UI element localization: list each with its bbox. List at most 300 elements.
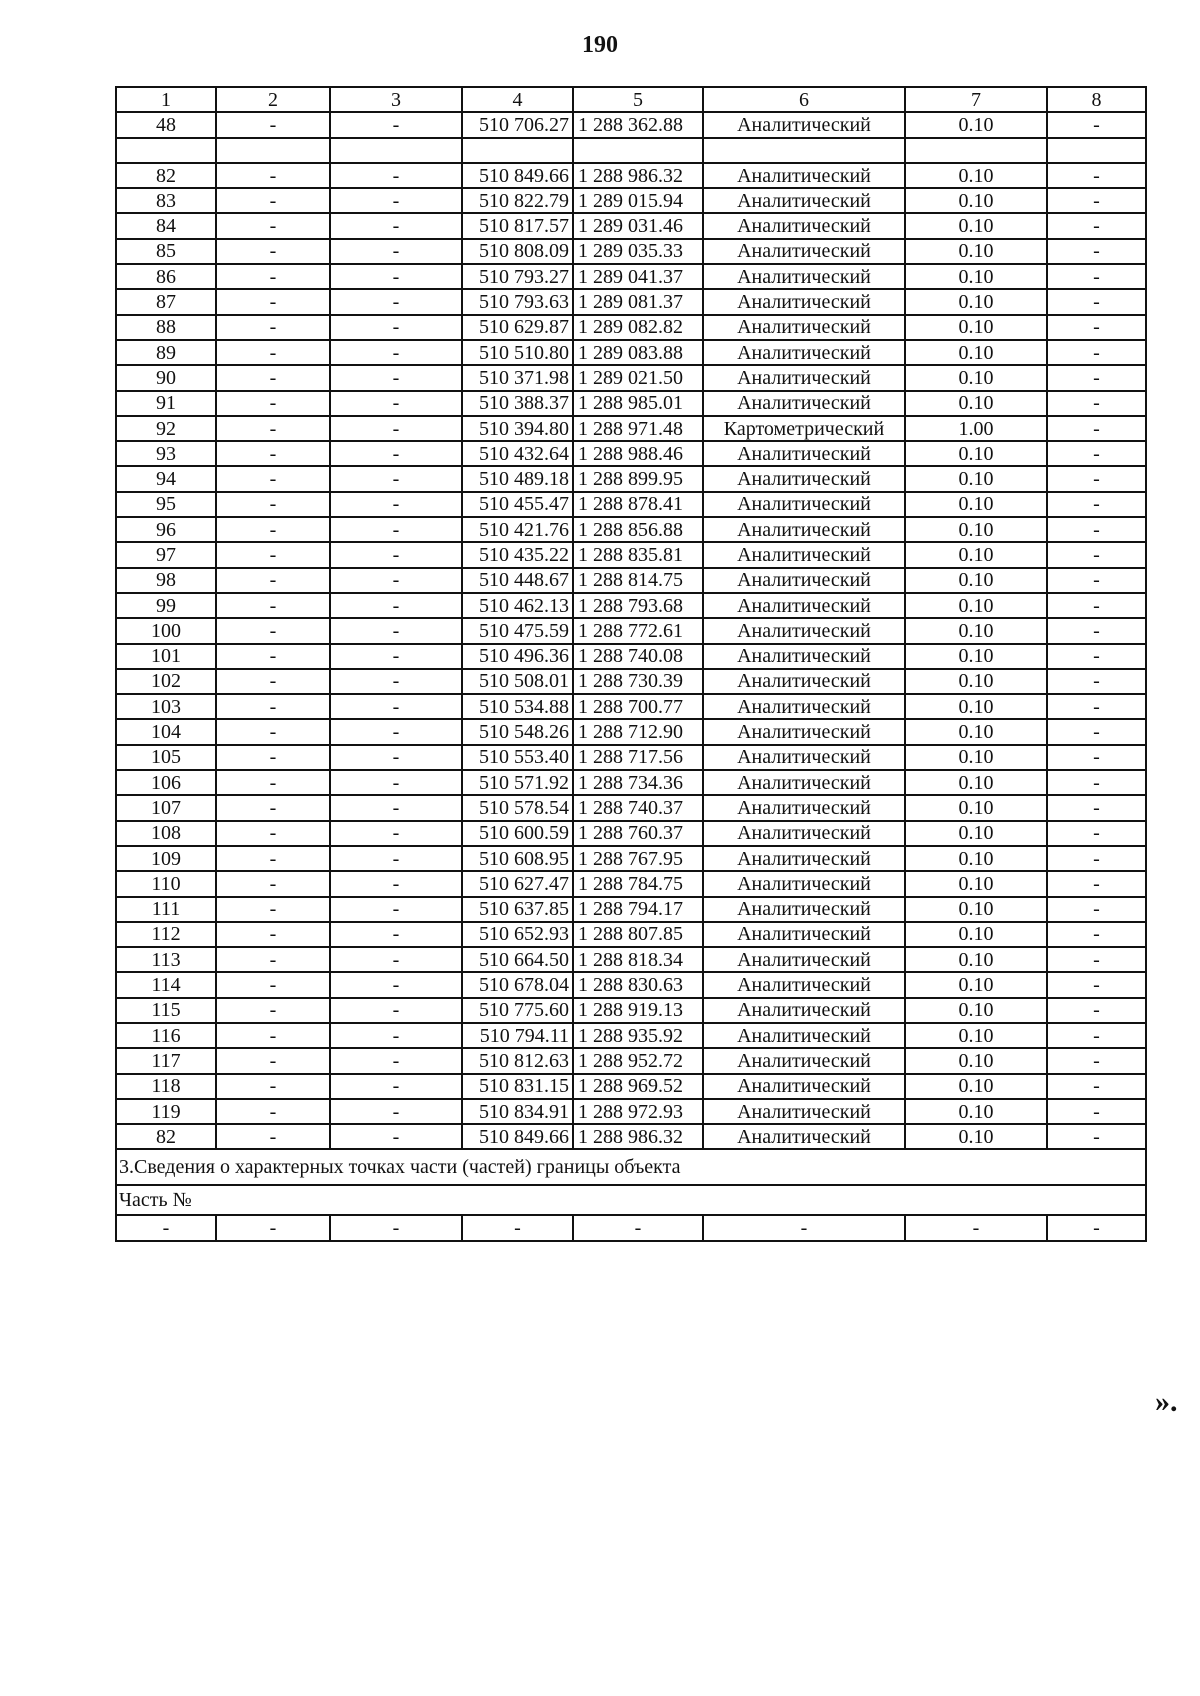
table-row — [116, 239, 1146, 264]
table-cell: Аналитический — [703, 264, 905, 289]
table-cell: - — [330, 289, 462, 314]
table-cell: - — [1047, 770, 1146, 795]
table-row — [116, 416, 1146, 441]
table-cell: - — [330, 846, 462, 871]
table-cell: - — [216, 1099, 330, 1124]
table-cell: 1 289 015.94 — [573, 188, 703, 213]
table-cell: - — [1047, 264, 1146, 289]
table-cell: 0.10 — [905, 441, 1047, 466]
table-cell: 100 — [116, 618, 216, 643]
column-header: 8 — [1047, 87, 1146, 112]
coordinates-table — [115, 86, 1147, 1242]
table-cell: 510 627.47 — [462, 871, 573, 896]
table-row — [116, 719, 1146, 744]
table-cell: - — [216, 821, 330, 846]
table-cell: 119 — [116, 1099, 216, 1124]
table-cell: Аналитический — [703, 1124, 905, 1149]
table-cell: 1 288 985.01 — [573, 391, 703, 416]
table-cell: Аналитический — [703, 517, 905, 542]
table-cell: 82 — [116, 1124, 216, 1149]
table-cell: - — [330, 492, 462, 517]
table-cell: - — [1047, 365, 1146, 390]
footer-row — [116, 1215, 1146, 1240]
table-cell: - — [216, 1048, 330, 1073]
table-cell: Аналитический — [703, 618, 905, 643]
table-cell: 113 — [116, 947, 216, 972]
table-cell: - — [330, 163, 462, 188]
table-cell: 510 510.80 — [462, 340, 573, 365]
table-cell: 1.00 — [905, 416, 1047, 441]
table-cell: - — [216, 770, 330, 795]
table-cell: - — [1047, 694, 1146, 719]
table-cell: - — [330, 391, 462, 416]
table-cell: Аналитический — [703, 1074, 905, 1099]
table-cell: 510 394.80 — [462, 416, 573, 441]
table-cell: Аналитический — [703, 391, 905, 416]
table-cell: 48 — [116, 112, 216, 137]
table-row — [116, 391, 1146, 416]
table-cell: 1 288 818.34 — [573, 947, 703, 972]
table-cell: - — [1047, 542, 1146, 567]
table-cell: 101 — [116, 644, 216, 669]
table-cell: 86 — [116, 264, 216, 289]
table-cell: - — [216, 871, 330, 896]
table-cell: 1 288 856.88 — [573, 517, 703, 542]
table-row — [116, 998, 1146, 1023]
table-cell: 1 288 740.08 — [573, 644, 703, 669]
table-cell: 82 — [116, 163, 216, 188]
table-cell: 510 388.37 — [462, 391, 573, 416]
table-cell: 510 831.15 — [462, 1074, 573, 1099]
table-cell: 116 — [116, 1023, 216, 1048]
table-cell: - — [1047, 947, 1146, 972]
table-cell: 0.10 — [905, 795, 1047, 820]
table-cell: - — [216, 694, 330, 719]
table-cell: - — [216, 947, 330, 972]
table-cell: - — [216, 644, 330, 669]
table-cell: - — [216, 289, 330, 314]
table-cell: - — [216, 365, 330, 390]
table-cell: Аналитический — [703, 441, 905, 466]
table-cell: Аналитический — [703, 1023, 905, 1048]
table-cell: 1 288 935.92 — [573, 1023, 703, 1048]
table-cell: 118 — [116, 1074, 216, 1099]
table-cell: 103 — [116, 694, 216, 719]
table-cell: Аналитический — [703, 745, 905, 770]
table-cell: 1 288 794.17 — [573, 897, 703, 922]
table-cell: - — [330, 871, 462, 896]
table-cell: Аналитический — [703, 466, 905, 491]
table-cell: - — [216, 315, 330, 340]
table-cell: 107 — [116, 795, 216, 820]
table-cell: - — [330, 897, 462, 922]
table-cell: 1 288 772.61 — [573, 618, 703, 643]
table-cell: 115 — [116, 998, 216, 1023]
table-cell: 0.10 — [905, 466, 1047, 491]
table-cell: - — [330, 947, 462, 972]
table-row — [116, 466, 1146, 491]
table-cell: - — [330, 1124, 462, 1149]
table-cell — [462, 138, 573, 163]
table-cell: Аналитический — [703, 669, 905, 694]
table-cell: 0.10 — [905, 745, 1047, 770]
table-cell: - — [330, 821, 462, 846]
table-cell: 0.10 — [905, 972, 1047, 997]
table-cell — [330, 138, 462, 163]
table-cell: 1 288 807.85 — [573, 922, 703, 947]
table-cell: - — [330, 542, 462, 567]
table-cell: 1 288 878.41 — [573, 492, 703, 517]
table-cell: 114 — [116, 972, 216, 997]
table-cell: 0.10 — [905, 1048, 1047, 1073]
table-cell: - — [703, 1215, 905, 1240]
table-cell: Аналитический — [703, 770, 905, 795]
table-cell: 0.10 — [905, 922, 1047, 947]
table-cell: 1 288 919.13 — [573, 998, 703, 1023]
column-header: 5 — [573, 87, 703, 112]
table-cell: - — [216, 998, 330, 1023]
table-cell: 0.10 — [905, 163, 1047, 188]
table-cell: 0.10 — [905, 365, 1047, 390]
table-cell: - — [1047, 669, 1146, 694]
table-cell: 106 — [116, 770, 216, 795]
table-cell: 510 600.59 — [462, 821, 573, 846]
table-cell: - — [330, 568, 462, 593]
table-cell: Аналитический — [703, 239, 905, 264]
table-row — [116, 289, 1146, 314]
table-cell: - — [573, 1215, 703, 1240]
table-cell: 1 288 712.90 — [573, 719, 703, 744]
column-header: 2 — [216, 87, 330, 112]
table-row — [116, 365, 1146, 390]
table-cell: - — [216, 340, 330, 365]
table-cell: - — [330, 1023, 462, 1048]
table-cell: - — [216, 795, 330, 820]
table-cell: 0.10 — [905, 644, 1047, 669]
table-cell: Аналитический — [703, 213, 905, 238]
table-cell: 510 629.87 — [462, 315, 573, 340]
table-cell: - — [216, 239, 330, 264]
table-cell: 95 — [116, 492, 216, 517]
closing-quote-mark: ». — [1155, 1385, 1178, 1418]
table-cell: 1 288 986.32 — [573, 163, 703, 188]
table-cell: 94 — [116, 466, 216, 491]
table-cell: - — [216, 846, 330, 871]
table-cell: 0.10 — [905, 1074, 1047, 1099]
table-cell: Аналитический — [703, 340, 905, 365]
table-cell: 510 849.66 — [462, 163, 573, 188]
table-cell: - — [216, 593, 330, 618]
table-cell: 510 793.63 — [462, 289, 573, 314]
table-cell: 510 496.36 — [462, 644, 573, 669]
table-cell: 1 288 734.36 — [573, 770, 703, 795]
table-row — [116, 163, 1146, 188]
table-cell: - — [330, 466, 462, 491]
table-cell: 510 534.88 — [462, 694, 573, 719]
table-cell: Аналитический — [703, 568, 905, 593]
table-cell: - — [1047, 289, 1146, 314]
table-cell: 89 — [116, 340, 216, 365]
table-cell: Аналитический — [703, 846, 905, 871]
table-cell: 0.10 — [905, 1099, 1047, 1124]
table-cell: 510 637.85 — [462, 897, 573, 922]
table-cell: 108 — [116, 821, 216, 846]
table-cell: 91 — [116, 391, 216, 416]
section-title-row — [116, 1149, 1146, 1185]
table-cell: - — [216, 568, 330, 593]
table-cell: - — [330, 1048, 462, 1073]
table-cell: Аналитический — [703, 289, 905, 314]
table-cell: - — [1047, 466, 1146, 491]
table-cell: - — [216, 972, 330, 997]
table-cell: - — [330, 644, 462, 669]
table-row — [116, 340, 1146, 365]
table-row — [116, 972, 1146, 997]
table-cell: - — [330, 593, 462, 618]
table-cell: - — [330, 1074, 462, 1099]
table-row — [116, 644, 1146, 669]
table-cell: - — [1047, 972, 1146, 997]
table-cell: - — [216, 719, 330, 744]
table-cell: - — [216, 897, 330, 922]
table-cell: 0.10 — [905, 542, 1047, 567]
table-cell: 1 288 830.63 — [573, 972, 703, 997]
table-cell: 96 — [116, 517, 216, 542]
table-cell: - — [1047, 795, 1146, 820]
table-cell: 1 288 835.81 — [573, 542, 703, 567]
table-cell: 0.10 — [905, 618, 1047, 643]
table-cell: 104 — [116, 719, 216, 744]
table-cell: 510 706.27 — [462, 112, 573, 137]
section-title: 3.Сведения о характерных точках части (частей) границы объекта — [116, 1149, 1146, 1185]
table-cell: 1 288 700.77 — [573, 694, 703, 719]
table-cell: 510 578.54 — [462, 795, 573, 820]
table-cell: 0.10 — [905, 239, 1047, 264]
part-label-row — [116, 1185, 1146, 1215]
table-cell: 510 834.91 — [462, 1099, 573, 1124]
table-cell: - — [1047, 1074, 1146, 1099]
table-row — [116, 947, 1146, 972]
table-cell: Аналитический — [703, 897, 905, 922]
table-row — [116, 138, 1146, 163]
column-header: 4 — [462, 87, 573, 112]
table-cell: - — [1047, 821, 1146, 846]
table-cell: 0.10 — [905, 492, 1047, 517]
table-cell: 510 652.93 — [462, 922, 573, 947]
table-cell: - — [1047, 1099, 1146, 1124]
table-cell: - — [330, 315, 462, 340]
table-cell: 510 462.13 — [462, 593, 573, 618]
table-cell: Аналитический — [703, 998, 905, 1023]
table-cell: 1 289 081.37 — [573, 289, 703, 314]
table-cell: 510 571.92 — [462, 770, 573, 795]
table-cell: - — [1047, 922, 1146, 947]
table-cell: - — [330, 264, 462, 289]
table-cell: 0.10 — [905, 593, 1047, 618]
part-label: Часть № — [116, 1185, 1146, 1215]
table-cell: 510 448.67 — [462, 568, 573, 593]
table-cell: - — [330, 188, 462, 213]
table-cell: - — [330, 340, 462, 365]
table-row — [116, 922, 1146, 947]
table-cell: 0.10 — [905, 669, 1047, 694]
table-cell: - — [1047, 340, 1146, 365]
table-cell: 88 — [116, 315, 216, 340]
table-cell: - — [216, 264, 330, 289]
table-cell: 0.10 — [905, 998, 1047, 1023]
table-cell: - — [462, 1215, 573, 1240]
table-row — [116, 188, 1146, 213]
table-cell: - — [216, 922, 330, 947]
table-cell: 1 289 031.46 — [573, 213, 703, 238]
table-cell: 1 289 083.88 — [573, 340, 703, 365]
table-cell: 510 548.26 — [462, 719, 573, 744]
table-body — [116, 112, 1146, 1149]
table-cell: - — [1047, 188, 1146, 213]
table-cell: - — [1047, 897, 1146, 922]
table-cell: 510 432.64 — [462, 441, 573, 466]
table-cell: 510 812.63 — [462, 1048, 573, 1073]
table-cell: Картометрический — [703, 416, 905, 441]
table-cell: 1 288 969.52 — [573, 1074, 703, 1099]
table-cell: 1 289 021.50 — [573, 365, 703, 390]
table-cell: 1 288 814.75 — [573, 568, 703, 593]
table-cell: 1 288 899.95 — [573, 466, 703, 491]
table-cell: - — [330, 770, 462, 795]
table-cell: - — [1047, 1048, 1146, 1073]
table-cell: 1 288 952.72 — [573, 1048, 703, 1073]
table-cell: 92 — [116, 416, 216, 441]
table-cell: Аналитический — [703, 644, 905, 669]
table-cell: - — [330, 745, 462, 770]
table-cell: Аналитический — [703, 593, 905, 618]
table-cell: 510 664.50 — [462, 947, 573, 972]
table-cell: 87 — [116, 289, 216, 314]
table-cell: 1 288 793.68 — [573, 593, 703, 618]
table-row — [116, 264, 1146, 289]
table-cell — [216, 138, 330, 163]
table-cell: - — [1047, 593, 1146, 618]
table-row — [116, 1124, 1146, 1149]
table-cell: - — [216, 112, 330, 137]
table-row — [116, 1023, 1146, 1048]
table-cell: 110 — [116, 871, 216, 896]
table-cell: - — [1047, 1124, 1146, 1149]
table-cell: - — [330, 922, 462, 947]
table-row — [116, 821, 1146, 846]
table-cell: - — [1047, 644, 1146, 669]
table-cell: 510 475.59 — [462, 618, 573, 643]
column-header: 7 — [905, 87, 1047, 112]
table-cell: Аналитический — [703, 112, 905, 137]
table-cell — [116, 138, 216, 163]
table-cell: 1 288 760.37 — [573, 821, 703, 846]
table-row — [116, 593, 1146, 618]
table-cell: - — [1047, 618, 1146, 643]
table-cell: 102 — [116, 669, 216, 694]
table-cell: 84 — [116, 213, 216, 238]
table-row — [116, 517, 1146, 542]
table-cell: - — [216, 1074, 330, 1099]
table-cell: - — [330, 365, 462, 390]
table-cell — [573, 138, 703, 163]
table-row — [116, 112, 1146, 137]
table-cell: - — [216, 1215, 330, 1240]
table-cell — [1047, 138, 1146, 163]
table-cell: 510 455.47 — [462, 492, 573, 517]
table-cell: 97 — [116, 542, 216, 567]
table-cell: 0.10 — [905, 947, 1047, 972]
table-row — [116, 1074, 1146, 1099]
table-cell: - — [1047, 239, 1146, 264]
table-cell: 0.10 — [905, 264, 1047, 289]
table-cell: 0.10 — [905, 897, 1047, 922]
table-cell: - — [216, 1124, 330, 1149]
table-cell: - — [330, 795, 462, 820]
table-cell: - — [216, 466, 330, 491]
table-cell: 510 775.60 — [462, 998, 573, 1023]
table-cell: Аналитический — [703, 365, 905, 390]
table-cell: 0.10 — [905, 517, 1047, 542]
table-cell: - — [330, 719, 462, 744]
table-cell: Аналитический — [703, 315, 905, 340]
table-cell: - — [216, 542, 330, 567]
table-cell: - — [330, 694, 462, 719]
table-row — [116, 871, 1146, 896]
table-cell: Аналитический — [703, 492, 905, 517]
table-cell: - — [330, 112, 462, 137]
table-cell: 98 — [116, 568, 216, 593]
table-cell: Аналитический — [703, 922, 905, 947]
table-cell: 510 794.11 — [462, 1023, 573, 1048]
table-cell: - — [1047, 998, 1146, 1023]
table-cell: Аналитический — [703, 795, 905, 820]
table-row — [116, 618, 1146, 643]
table-cell: - — [1047, 391, 1146, 416]
table-cell: - — [330, 669, 462, 694]
table-cell: 0.10 — [905, 340, 1047, 365]
table-cell: - — [330, 517, 462, 542]
table-cell: 510 822.79 — [462, 188, 573, 213]
table-cell: - — [330, 972, 462, 997]
table-cell: - — [216, 492, 330, 517]
table-cell: 1 288 767.95 — [573, 846, 703, 871]
table-row — [116, 315, 1146, 340]
table-cell: Аналитический — [703, 972, 905, 997]
column-header: 1 — [116, 87, 216, 112]
table-cell: 90 — [116, 365, 216, 390]
table-cell: 0.10 — [905, 1023, 1047, 1048]
table-cell: 510 508.01 — [462, 669, 573, 694]
table-cell: 0.10 — [905, 694, 1047, 719]
table-cell: 117 — [116, 1048, 216, 1073]
table-cell: 1 288 717.56 — [573, 745, 703, 770]
table-cell: 0.10 — [905, 188, 1047, 213]
table-cell — [703, 138, 905, 163]
table-cell: - — [330, 1099, 462, 1124]
table-row — [116, 1048, 1146, 1073]
table-cell: 510 489.18 — [462, 466, 573, 491]
table-row — [116, 669, 1146, 694]
table-cell: - — [1047, 492, 1146, 517]
table-cell: 1 288 986.32 — [573, 1124, 703, 1149]
table-cell: 510 435.22 — [462, 542, 573, 567]
table-cell: 0.10 — [905, 289, 1047, 314]
table-cell: Аналитический — [703, 188, 905, 213]
table-cell: 510 849.66 — [462, 1124, 573, 1149]
table-cell: - — [1047, 112, 1146, 137]
table-cell: Аналитический — [703, 163, 905, 188]
